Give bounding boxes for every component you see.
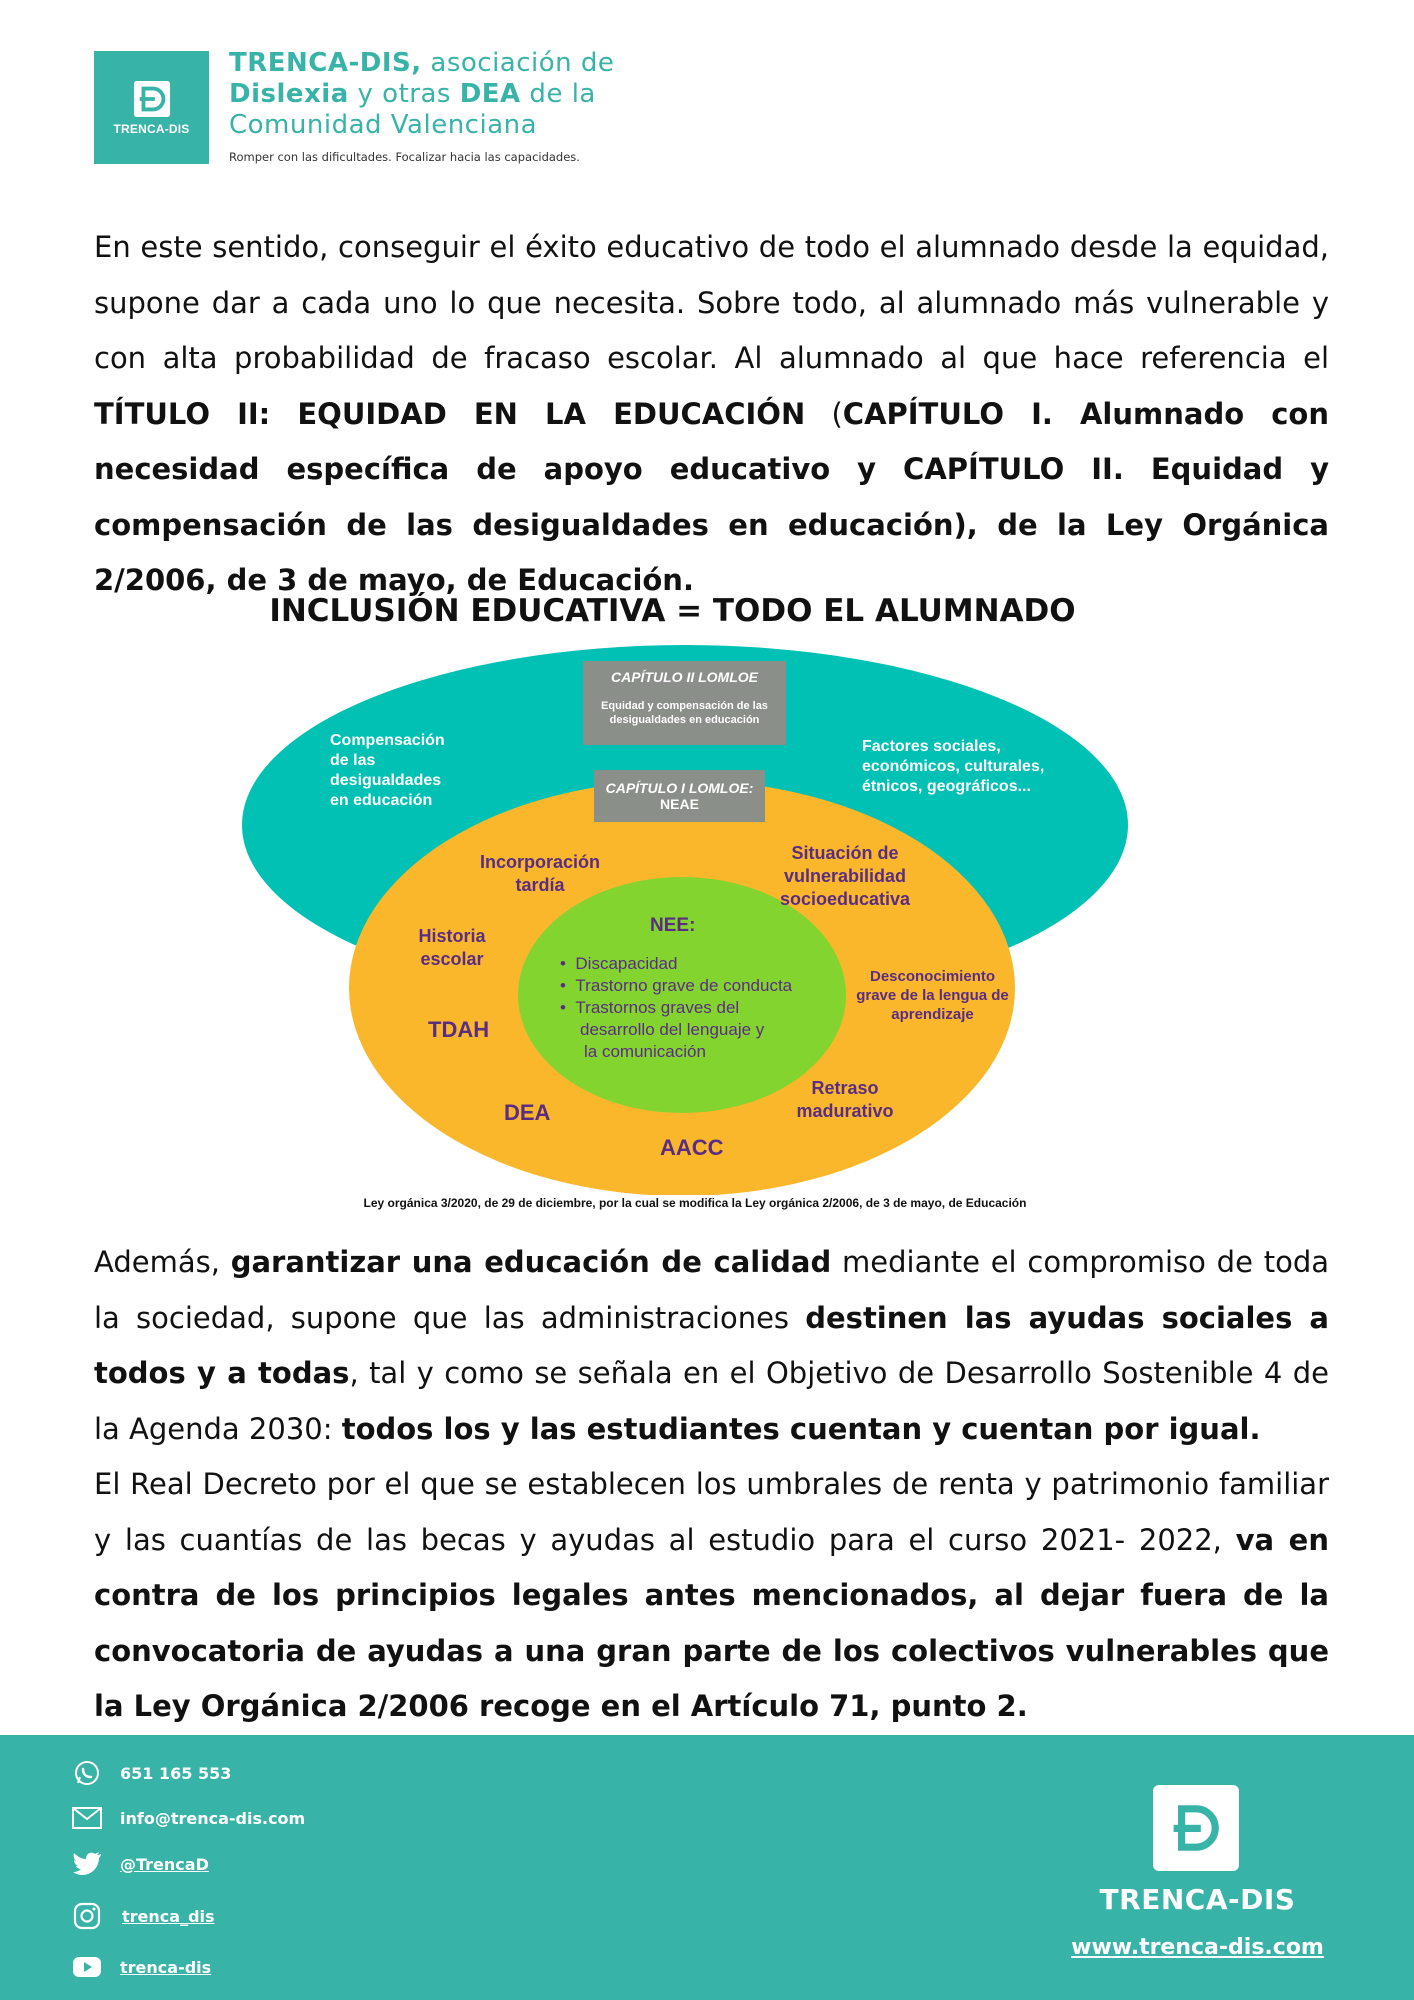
nee-item: • Trastornos graves del: [560, 998, 740, 1017]
capitulo-i-box: CAPÍTULO I LOMLOE: NEAE: [594, 770, 765, 822]
label-aacc: AACC: [660, 1135, 724, 1160]
label-compensacion: Compensación de las desigualdades en educación: [330, 732, 445, 809]
website-link[interactable]: www.trenca-dis.com: [1071, 1935, 1324, 1960]
email-icon: [72, 1803, 102, 1833]
twitter-icon: [72, 1849, 102, 1879]
diagram-caption: Ley orgánica 3/2020, de 29 de diciembre, por la cual se modifica la Ley orgánica 2/2006, de 3 de mayo, de Educación: [363, 1196, 1027, 1210]
label-incorporacion: Incorporación tardía: [479, 852, 600, 895]
nee-item: • Discapacidad: [560, 954, 678, 973]
paragraph-equidad: En este sentido, conseguir el éxito educativo de todo el alumnado desde la equidad, supone dar a cada uno lo que necesita. Sobre todo, al alumnado más vulnerable y con alta probabilidad de fracaso escolar. Al alumnado al que hace referencia el TÍTULO II: EQUIDAD EN LA EDUCACIÓN (CAPÍTULO I. Alumnado con necesidad específica de apoyo educativo y CAPÍTULO II. Equidad y compensación de las desigualdades en educación), de la Ley Orgánica 2/2006, de 3 de mayo, de Educación.: [94, 230, 1329, 597]
paragraph-calidad: Además, garantizar una educación de calidad mediante el compromiso de toda la sociedad, supone que las administraciones destinen las ayudas sociales a todos y a todas, tal y como se señala en el Objetivo de Desarrollo Sostenible 4 de la Agenda 2030: todos los y las estudiantes cuentan y cuentan por igual.: [94, 1245, 1329, 1446]
instagram-icon: [72, 1901, 102, 1931]
tagline: Romper con las dificultades. Focalizar hacia las capacidades.: [229, 150, 580, 164]
contact-instagram[interactable]: trenca_dis: [72, 1901, 215, 1931]
paragraph-real-decreto: El Real Decreto por el que se establecen los umbrales de renta y patrimonio familiar y las cuantías de las becas y ayudas al estudio para el curso 2021- 2022, va en contra de los principios legales antes mencionados, al dejar fuera de la convocatoria de ayudas a una gran parte de los colectivos vulnerables que la Ley Orgánica 2/2006 recoge en el Artículo 71, punto 2.: [94, 1467, 1329, 1723]
trenca-dis-logo-icon: [133, 80, 171, 118]
nee-list: [560, 953, 792, 1063]
nee-item: la comunicación: [584, 1042, 706, 1061]
logo-label: TRENCA-DIS: [113, 121, 190, 136]
capitulo-ii-box: CAPÍTULO II LOMLOE Equidad y compensación de las desigualdades en educación: [583, 661, 786, 745]
label-desconocimiento: Desconocimiento grave de la lengua de aprendizaje: [856, 968, 1009, 1023]
label-tdah: TDAH: [428, 1017, 490, 1042]
label-factores: Factores sociales, económicos, culturales, étnicos, geográficos...: [862, 738, 1045, 795]
footer-logo-icon: [1153, 1785, 1239, 1871]
organization-name: TRENCA-DIS, asociación de Dislexia y otras DEA de la Comunidad Valenciana: [229, 48, 615, 140]
footer-brand: TRENCA-DIS: [1099, 1883, 1296, 1916]
diagram-title: INCLUSIÓN EDUCATIVA = TODO EL ALUMNADO: [269, 593, 1076, 629]
footer: [0, 1735, 1414, 2000]
whatsapp-icon: [72, 1758, 102, 1788]
contact-email[interactable]: info@trenca-dis.com: [72, 1803, 305, 1833]
label-historia: Historia escolar: [418, 926, 486, 969]
label-retraso: Retraso madurativo: [796, 1078, 894, 1121]
nee-item: desarrollo del lenguaje y: [580, 1020, 765, 1039]
youtube-icon: [72, 1952, 102, 1982]
contact-twitter[interactable]: @TrencaD: [72, 1849, 209, 1879]
inclusion-diagram: [230, 585, 1160, 1220]
nee-title: NEE:: [650, 915, 696, 936]
label-dea: DEA: [504, 1100, 551, 1125]
label-situacion: Situación de vulnerabilidad socioeducativa: [779, 843, 911, 909]
contact-youtube[interactable]: trenca-dis: [72, 1952, 211, 1982]
header-logo: [94, 51, 209, 164]
contact-phone[interactable]: 651 165 553: [72, 1758, 231, 1788]
nee-item: • Trastorno grave de conducta: [560, 976, 793, 995]
